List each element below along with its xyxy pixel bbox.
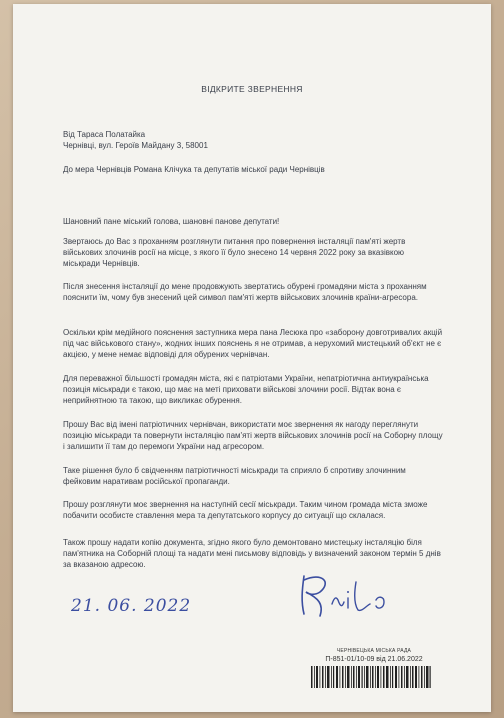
stamp-registration-number: П-851-01/10-09 від 21.06.2022: [325, 656, 423, 663]
sender-name: Від Тараса Полатайка: [63, 130, 146, 139]
letter-page: [13, 4, 491, 712]
sender-address: Чернівці, вул. Героїв Майдану 3, 58001: [63, 141, 208, 150]
registration-stamp: [309, 648, 439, 663]
letter-title: ВІДКРИТЕ ЗВЕРНЕННЯ: [201, 84, 303, 94]
paragraph-1: Звертаюсь до Вас з проханням розглянути питання про повернення інсталяції пам'яті жертв військових злочинів росії на місце, з якого її було знесено 14 червня 2022 року за вказівкою міськради Чернівців.: [63, 237, 406, 269]
recipient-line: До мера Чернівців Романа Клічука та депутатів міської ради Чернівців: [63, 165, 325, 174]
signature: [298, 570, 408, 620]
barcode: [311, 666, 431, 688]
paragraph-7: Прошу розглянути моє звернення на наступній сесії міськради. Таким чином громада міста зможе побачити особисте ставлення мера та депутатського корпусу до ситуації що склалася.: [63, 500, 428, 521]
paragraph-5: Прошу Вас від імені патріотичних чернівчан, використати моє звернення як нагоду переглянути позицію міськради та повернути інсталяцію пам'яті жертв військових злочинів росії на Соборну площу і залишити її там до перемоги України над агресором.: [63, 420, 443, 452]
paragraph-3: Оскільки крім медійного пояснення заступника мера пана Лесюка про «заборону довготривалих акцій під час військового стану», жодних інших пояснень я не отримав, а нерухомий мистецький об'єкт не є акцією, у мене немає відповіді для обурених чернівчан.: [63, 328, 443, 360]
paragraph-8: Також прошу надати копію документа, згідно якого було демонтовано мистецьку інсталяцію біля пам'ятника на Соборній площі та надати мені письмову відповідь у визначений законом термін 5 днів за вказаною адресою.: [63, 538, 441, 570]
stamp-organization: ЧЕРНІВЕЦЬКА МІСЬКА РАДА: [336, 648, 412, 654]
greeting: Шановний пане міський голова, шановні панове депутати!: [63, 217, 280, 226]
paragraph-2: Після знесення інсталяції до мене продовжують звертатись обурені громадяни міста з проханням пояснити їм, чому був знесений цей символ пам'яті жертв військових злочинів країни-агресора.: [63, 282, 427, 303]
paragraph-4: Для переважної більшості громадян міста, які є патріотами України, непатріотична антиукраїнська позиція міськради є такою, що має на меті приховати військові злочини росії. Відтак вона є неприйнятною та такою, що викликає обурення.: [63, 374, 429, 406]
paragraph-6: Таке рішення було б свідченням патріотичності міськради та сприяло б спротиву злочинним фейковим наративам російської пропаганди.: [63, 466, 406, 487]
handwritten-date: 21. 06. 2022: [71, 596, 192, 616]
